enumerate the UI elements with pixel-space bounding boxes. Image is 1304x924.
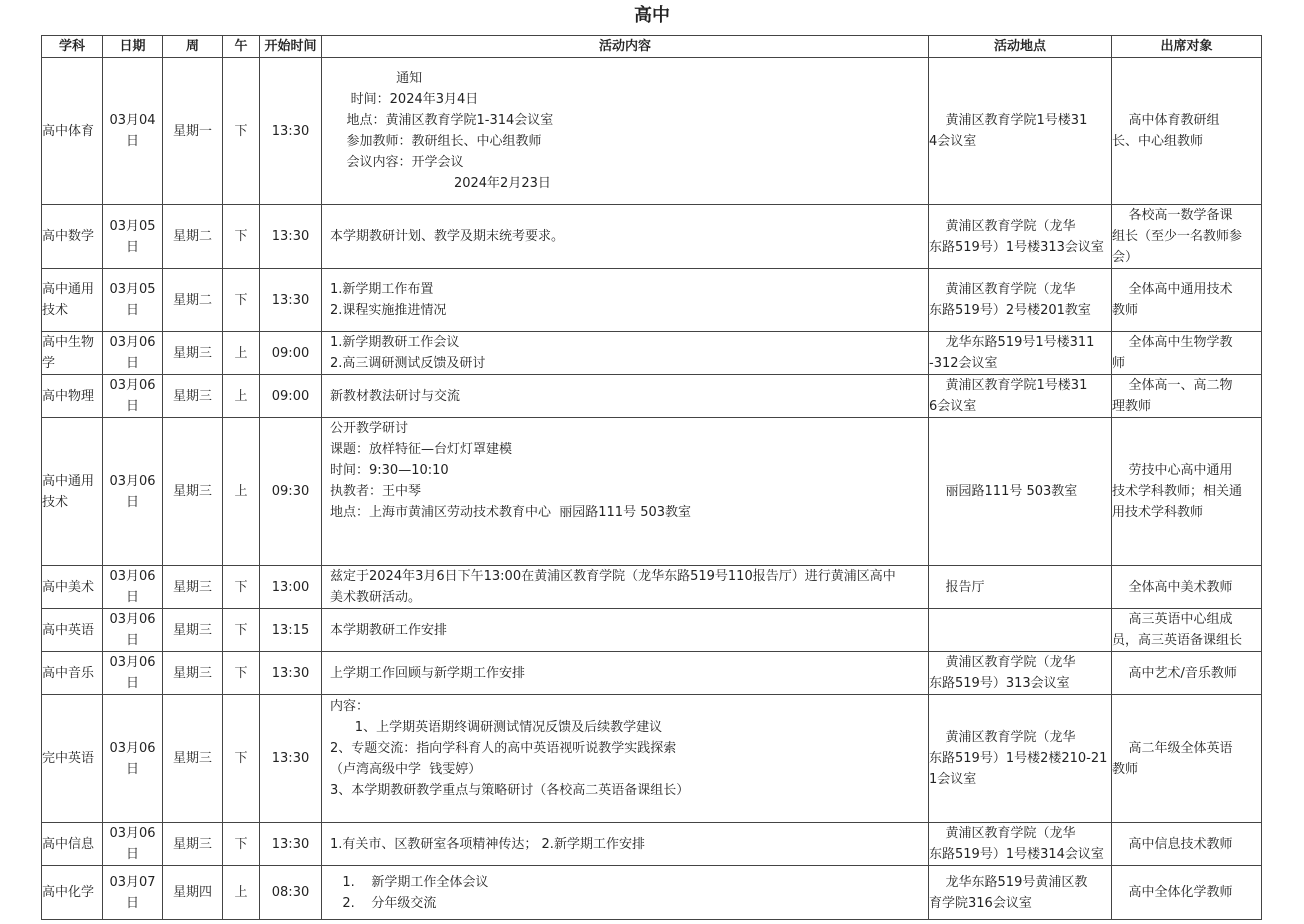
content-cell-line: 3、本学期教研教学重点与策略研讨（各校高二英语备课组长） (330, 782, 690, 798)
date-cell: 03月06日 (103, 609, 163, 652)
half-cell: 下 (223, 566, 260, 609)
attendees-cell-line: 理教师 (1112, 399, 1152, 414)
subject-cell-line: 高中音乐 (42, 665, 95, 681)
week-cell: 星期三 (163, 418, 223, 566)
attendees-cell-line: 劳技中心高中通用 (1112, 463, 1233, 478)
table-row (42, 823, 1262, 866)
table-row (42, 866, 1262, 920)
content-cell (322, 269, 929, 332)
subject-cell-line: 高中通用 (42, 473, 95, 489)
content-cell-line: 时间：9:30—10:10 (330, 463, 449, 478)
content-cell-line: 上学期工作回顾与新学期工作安排 (330, 665, 526, 681)
place-cell-line: 东路519号）2号楼201教室 (929, 303, 1091, 318)
content-cell-line: 兹定于2024年3月6日下午13:00在黄浦区教育学院（龙华东路519号110报告厅）进行黄浦区高中 (330, 569, 896, 584)
subject-cell-line: 技术 (42, 494, 69, 510)
place-cell (929, 332, 1112, 375)
content-cell-line: 2. 分年级交流 (330, 895, 437, 911)
place-cell-line: 东路519号）1号楼313会议室 (929, 239, 1104, 255)
subject-cell-line: 学 (42, 356, 56, 371)
header-attendees: 出席对象 (1112, 36, 1262, 58)
attendees-cell (1112, 695, 1262, 823)
half-cell: 上 (223, 418, 260, 566)
place-cell (929, 866, 1112, 920)
date-cell: 03月06日 (103, 332, 163, 375)
place-cell (929, 652, 1112, 695)
subject-cell (42, 375, 103, 418)
table-row (42, 375, 1262, 418)
place-cell (929, 205, 1112, 269)
attendees-cell-line: 全体高中美术教师 (1112, 579, 1233, 595)
place-cell (929, 375, 1112, 418)
content-cell-line (330, 801, 928, 822)
attendees-cell-line: 组长（至少一名教师参 (1112, 229, 1243, 244)
week-cell: 星期三 (163, 695, 223, 823)
place-cell (929, 418, 1112, 566)
attendees-cell-line: 各校高一数学备课 (1112, 208, 1233, 223)
time-cell: 09:30 (260, 418, 322, 566)
attendees-cell-line: 师 (1112, 356, 1126, 371)
place-cell-line: 黄浦区教育学院（龙华 (929, 655, 1076, 670)
content-cell-line (330, 523, 928, 544)
content-cell-line: 1.新学期工作布置 (330, 282, 434, 297)
place-cell-line: 育学院316会议室 (929, 895, 1032, 911)
attendees-cell-line: 高中全体化学教师 (1112, 885, 1233, 900)
date-cell: 03月06日 (103, 566, 163, 609)
subject-cell-line: 技术 (42, 303, 69, 318)
attendees-cell-line: 教师 (1112, 303, 1139, 318)
place-cell (929, 58, 1112, 205)
attendees-cell (1112, 205, 1262, 269)
time-cell: 13:30 (260, 695, 322, 823)
place-cell-line: 黄浦区教育学院（龙华 (929, 218, 1076, 234)
subject-cell (42, 566, 103, 609)
time-cell: 13:30 (260, 58, 322, 205)
half-cell: 下 (223, 205, 260, 269)
week-cell: 星期二 (163, 205, 223, 269)
subject-cell (42, 418, 103, 566)
content-cell (322, 375, 929, 418)
subject-cell-line: 完中英语 (42, 751, 95, 766)
attendees-cell (1112, 58, 1262, 205)
place-cell-line: 黄浦区教育学院（龙华 (929, 282, 1076, 297)
subject-cell (42, 823, 103, 866)
week-cell: 星期三 (163, 332, 223, 375)
content-cell-line: （卢湾高级中学 钱雯婷） (330, 761, 482, 777)
place-cell-line: 丽园路111号 503教室 (929, 484, 1078, 499)
time-cell: 13:30 (260, 269, 322, 332)
time-cell: 13:15 (260, 609, 322, 652)
content-cell (322, 58, 929, 205)
attendees-cell (1112, 418, 1262, 566)
header-subject: 学科 (42, 36, 103, 58)
place-cell-line: 报告厅 (929, 579, 985, 595)
attendees-cell-line: 高二年级全体英语 (1112, 740, 1233, 756)
content-cell (322, 695, 929, 823)
content-cell-line: 2024年2月23日 (330, 176, 551, 191)
header-place: 活动地点 (929, 36, 1112, 58)
subject-cell-line: 高中数学 (42, 229, 95, 244)
week-cell: 星期三 (163, 375, 223, 418)
content-cell-line: 公开教学研讨 (330, 421, 409, 436)
content-cell-line: 内容： (330, 698, 370, 714)
subject-cell (42, 652, 103, 695)
subject-cell (42, 609, 103, 652)
table-row (42, 418, 1262, 566)
half-cell: 上 (223, 332, 260, 375)
content-cell (322, 823, 929, 866)
place-cell-line: 黄浦区教育学院1号楼31 (929, 378, 1088, 393)
subject-cell (42, 866, 103, 920)
week-cell: 星期一 (163, 58, 223, 205)
subject-cell-line: 高中体育 (42, 123, 95, 139)
subject-cell-line: 高中通用 (42, 282, 95, 297)
subject-cell (42, 695, 103, 823)
attendees-cell (1112, 375, 1262, 418)
subject-cell (42, 58, 103, 205)
half-cell: 下 (223, 652, 260, 695)
content-cell (322, 332, 929, 375)
header-time: 开始时间 (260, 36, 322, 58)
attendees-cell (1112, 823, 1262, 866)
place-cell-line: 黄浦区教育学院（龙华 (929, 730, 1076, 745)
attendees-cell-line: 高中体育教研组 (1112, 113, 1220, 128)
place-cell-line: 东路519号）1号楼314会议室 (929, 847, 1104, 862)
attendees-cell-line: 教师 (1112, 761, 1139, 777)
attendees-cell (1112, 269, 1262, 332)
content-cell (322, 566, 929, 609)
subject-cell (42, 269, 103, 332)
header-week: 周 (163, 36, 223, 58)
time-cell: 08:30 (260, 866, 322, 920)
attendees-cell-line: 员，高三英语备课组长 (1112, 633, 1243, 648)
attendees-cell-line: 全体高一、高二物 (1112, 378, 1233, 393)
attendees-cell (1112, 652, 1262, 695)
content-cell-line: 新教材教法研讨与交流 (330, 388, 461, 404)
table-row (42, 58, 1262, 205)
week-cell: 星期三 (163, 566, 223, 609)
subject-cell-line: 高中物理 (42, 388, 95, 404)
date-cell: 03月06日 (103, 652, 163, 695)
schedule-table (41, 35, 1262, 920)
table-row (42, 566, 1262, 609)
half-cell: 下 (223, 695, 260, 823)
half-cell: 下 (223, 609, 260, 652)
header-half: 午 (223, 36, 260, 58)
content-cell-line: 地点：黄浦区教育学院1-314会议室 (330, 113, 554, 128)
content-cell-line: 参加教师：教研组长、中心组教师 (330, 134, 542, 149)
attendees-cell (1112, 866, 1262, 920)
subject-cell-line: 高中生物 (42, 335, 95, 350)
table-row (42, 205, 1262, 269)
content-cell-line: 1.新学期教研工作会议 (330, 335, 460, 350)
attendees-cell-line: 高中信息技术教师 (1112, 836, 1233, 852)
time-cell: 09:00 (260, 332, 322, 375)
place-cell (929, 823, 1112, 866)
time-cell: 13:30 (260, 652, 322, 695)
table-row (42, 269, 1262, 332)
header-row (42, 36, 1262, 58)
week-cell: 星期四 (163, 866, 223, 920)
place-cell-line: 4会议室 (929, 134, 977, 149)
date-cell: 03月06日 (103, 418, 163, 566)
table-row (42, 609, 1262, 652)
content-cell-line: 课题：放样特征—台灯灯罩建模 (330, 442, 513, 457)
place-cell-line: 1会议室 (929, 772, 977, 787)
content-cell-line: 本学期教研工作安排 (330, 622, 448, 638)
content-cell-line: 地点：上海市黄浦区劳动技术教育中心 丽园路111号 503教室 (330, 505, 692, 520)
date-cell: 03月04日 (103, 58, 163, 205)
half-cell: 上 (223, 375, 260, 418)
content-cell (322, 866, 929, 920)
content-cell-line: 会议内容：开学会议 (330, 155, 464, 170)
content-cell-line: 时间：2024年3月4日 (330, 92, 479, 107)
content-cell (322, 652, 929, 695)
week-cell: 星期三 (163, 652, 223, 695)
content-cell-line: 1、上学期英语期终调研测试情况反馈及后续教学建议 (330, 719, 663, 735)
place-cell-line: -312会议室 (929, 356, 998, 371)
attendees-cell-line: 技术学科教师；相关通 (1112, 484, 1243, 499)
header-date: 日期 (103, 36, 163, 58)
content-cell (322, 418, 929, 566)
content-cell-line: 2.课程实施推进情况 (330, 303, 447, 318)
subject-cell (42, 332, 103, 375)
subject-cell-line: 高中英语 (42, 622, 95, 638)
subject-cell-line: 高中信息 (42, 836, 95, 852)
table-row (42, 332, 1262, 375)
place-cell (929, 566, 1112, 609)
attendees-cell-line: 全体高中通用技术 (1112, 282, 1233, 297)
date-cell: 03月05日 (103, 205, 163, 269)
table-row (42, 695, 1262, 823)
content-cell-line: 2.高三调研测试反馈及研讨 (330, 356, 486, 371)
header-content: 活动内容 (322, 36, 929, 58)
place-cell-line: 黄浦区教育学院1号楼31 (929, 113, 1088, 128)
place-cell (929, 609, 1112, 652)
place-cell-line: 东路519号）1号楼2楼210-21 (929, 751, 1108, 766)
attendees-cell-line: 高三英语中心组成 (1112, 612, 1233, 627)
place-cell-line: 东路519号）313会议室 (929, 676, 1070, 691)
date-cell: 03月06日 (103, 823, 163, 866)
half-cell: 下 (223, 58, 260, 205)
subject-cell-line: 高中化学 (42, 885, 95, 900)
table-row (42, 652, 1262, 695)
attendees-cell-line: 用技术学科教师 (1112, 505, 1204, 520)
time-cell: 13:00 (260, 566, 322, 609)
attendees-cell (1112, 332, 1262, 375)
content-cell-line (330, 544, 928, 565)
content-cell-line: 美术教研活动。 (330, 590, 422, 605)
content-cell-line: 2、专题交流：指向学科育人的高中英语视听说教学实践探索 (330, 740, 677, 756)
time-cell: 13:30 (260, 823, 322, 866)
attendees-cell (1112, 609, 1262, 652)
content-cell-line: 通知 (330, 71, 423, 86)
time-cell: 13:30 (260, 205, 322, 269)
content-cell-line: 本学期教研计划、教学及期末统考要求。 (330, 229, 565, 244)
place-cell-line: 黄浦区教育学院（龙华 (929, 826, 1076, 841)
week-cell: 星期二 (163, 269, 223, 332)
attendees-cell-line: 全体高中生物学教 (1112, 335, 1233, 350)
content-cell-line: 1. 新学期工作全体会议 (330, 874, 489, 890)
page-title: 高中 (634, 5, 670, 26)
date-cell: 03月06日 (103, 375, 163, 418)
date-cell: 03月05日 (103, 269, 163, 332)
week-cell: 星期三 (163, 609, 223, 652)
attendees-cell-line: 高中艺术/音乐教师 (1112, 665, 1237, 681)
week-cell: 星期三 (163, 823, 223, 866)
date-cell: 03月07日 (103, 866, 163, 920)
content-cell-line: 1.有关市、区教研室各项精神传达； 2.新学期工作安排 (330, 836, 645, 852)
attendees-cell-line: 会） (1112, 250, 1139, 265)
attendees-cell-line: 长、中心组教师 (1112, 134, 1204, 149)
attendees-cell (1112, 566, 1262, 609)
subject-cell-line: 高中美术 (42, 579, 95, 595)
half-cell: 下 (223, 269, 260, 332)
place-cell-line: 6会议室 (929, 399, 977, 414)
place-cell-line: 龙华东路519号1号楼311 (929, 335, 1095, 350)
half-cell: 上 (223, 866, 260, 920)
content-cell-line: 执教者：王中琴 (330, 484, 422, 499)
time-cell: 09:00 (260, 375, 322, 418)
place-cell (929, 695, 1112, 823)
subject-cell (42, 205, 103, 269)
content-cell (322, 205, 929, 269)
date-cell: 03月06日 (103, 695, 163, 823)
content-cell (322, 609, 929, 652)
half-cell: 下 (223, 823, 260, 866)
place-cell-line: 龙华东路519号黄浦区教 (929, 874, 1088, 890)
place-cell (929, 269, 1112, 332)
